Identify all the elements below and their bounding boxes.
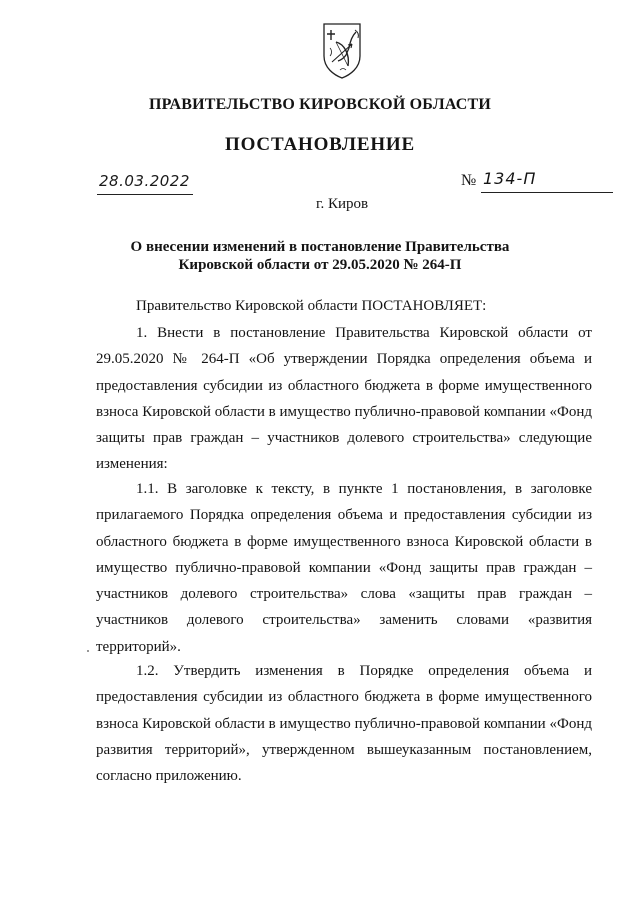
preamble: Правительство Кировской области ПОСТАНОВЛЯЕТ: xyxy=(136,298,487,314)
subject-line-1: О внесении изменений в постановление Правительства xyxy=(130,239,510,255)
date-value: 28.03.2022 xyxy=(99,172,190,190)
document-number-value: 134-П xyxy=(483,169,537,188)
paragraph-1: 1. Внести в постановление Правительства Кировской области от 29.05.2020 № 264-П «Об утверждении Порядка определения объема и предоставления субсидии из областного бюджета в форме имущественного взноса Кировской области в имущество публично-правовой компании «Фонд защиты прав граждан – участников долевого строительства» следующие изменения: xyxy=(96,325,592,473)
kirov-oblast-coat-of-arms-icon xyxy=(322,22,362,80)
date-field xyxy=(97,172,193,195)
scan-speck xyxy=(87,650,89,652)
city: г. Киров xyxy=(316,196,369,212)
document-type-heading: ПОСТАНОВЛЕНИЕ xyxy=(225,134,415,155)
paragraph-1-2: 1.2. Утвердить изменения в Порядке определения объема и предоставления субсидии из областного бюджета в форме имущественного взноса Кировской области в имущество публично-правовой компании «Фонд развития территорий», утвержденном вышеуказанным постановлением, согласно приложению. xyxy=(96,663,592,785)
paragraph-1-1: 1.1. В заголовке к тексту, в пункте 1 постановления, в заголовке прилагаемого Порядка определения объема и предоставления субсидии из областного бюджета в форме имущественного взноса Кировской области в имущество публично-правовой компании «Фонд защиты прав граждан – участников долевого строительства» слова «защиты прав граждан – участников долевого строительства» заменить словами «развития территорий». xyxy=(96,481,592,655)
subject-line-2: Кировской области от 29.05.2020 № 264-П xyxy=(178,257,462,273)
document-subject xyxy=(0,238,640,274)
organization-title: ПРАВИТЕЛЬСТВО КИРОВСКОЙ ОБЛАСТИ xyxy=(148,96,492,113)
number-sign: № xyxy=(461,172,477,189)
number-underline xyxy=(481,170,613,193)
